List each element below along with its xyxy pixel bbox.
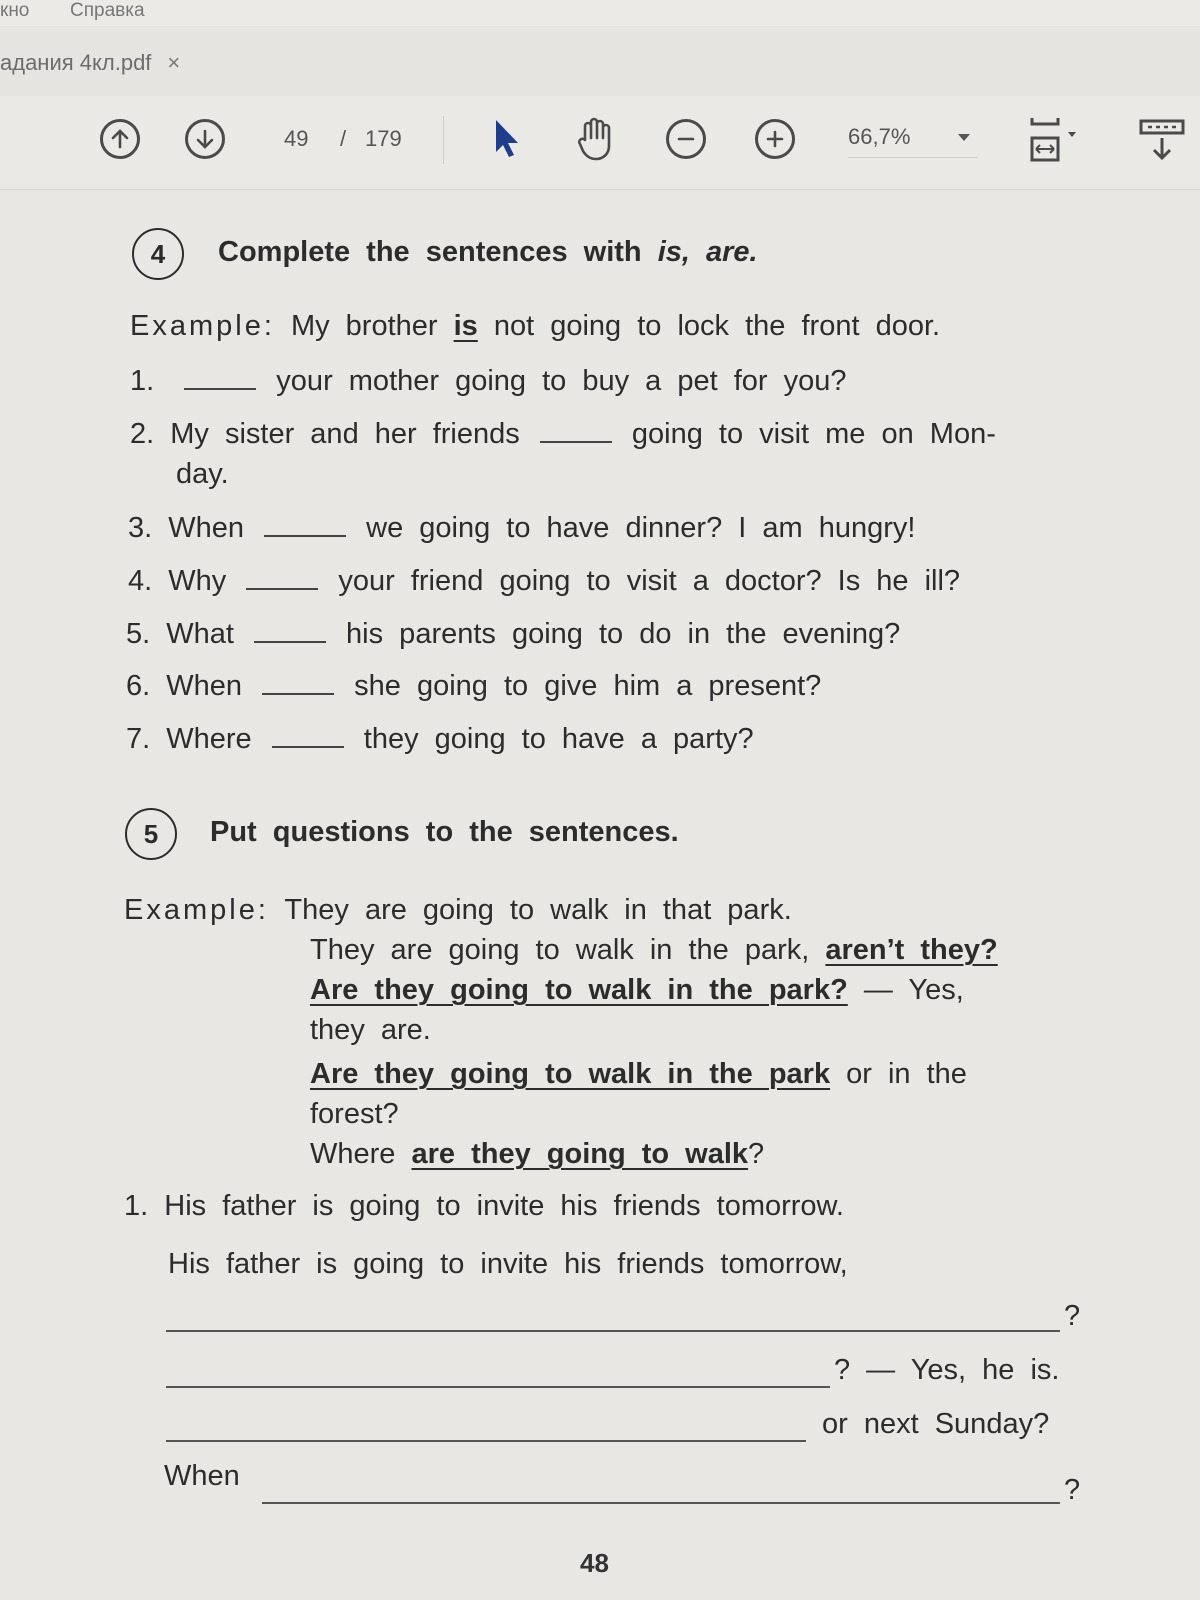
general-question (310, 974, 964, 1007)
current-page-input[interactable]: 49 (284, 126, 309, 151)
item-number: 7. (126, 723, 151, 755)
exercise-4-example (130, 310, 940, 343)
exercise-4-title (218, 236, 758, 269)
zoom-select[interactable] (848, 124, 978, 158)
tag-question-answer: aren’t they? (825, 934, 998, 966)
toolbar (0, 96, 1200, 190)
pdf-page (0, 190, 1200, 1600)
exercise-4-item (126, 670, 821, 703)
answer-line-start: When (164, 1460, 240, 1492)
exercise-4-item (128, 565, 960, 598)
answer-line-end: ? (1064, 1300, 1081, 1332)
fit-page-button[interactable] (1028, 114, 1084, 171)
page-separator: / (340, 126, 347, 151)
answer-blank[interactable] (184, 368, 256, 390)
plus-icon (764, 128, 786, 150)
item-number: 6. (126, 670, 151, 702)
general-question-tail: — Yes, (847, 974, 964, 1006)
item-number: 3. (128, 512, 153, 544)
exercise-4-item (126, 723, 754, 756)
zoom-in-button[interactable] (755, 119, 795, 159)
example-post: not going to lock the front door. (477, 310, 941, 342)
alternative-question-tail: or in the (830, 1058, 967, 1090)
item-number: 1. (124, 1190, 149, 1222)
example-answer: is (453, 310, 478, 342)
example-pre: My brother (274, 310, 454, 342)
zoom-value: 66,7% (848, 124, 911, 149)
answer-blank[interactable] (254, 621, 326, 643)
cursor-arrow-icon (492, 118, 522, 158)
answer-blank[interactable] (272, 726, 344, 748)
item-number: 5. (126, 618, 151, 650)
minus-icon (675, 128, 697, 150)
exercise-5-number: 5 (125, 808, 177, 860)
menu-item-window[interactable]: кно (0, 0, 30, 21)
general-question-text: Are they going to walk in the park? (310, 974, 848, 1006)
item-text: she going to give him a present? (338, 670, 822, 702)
hand-tool-button[interactable] (575, 116, 619, 167)
answer-blank[interactable] (264, 515, 346, 537)
item-text: we going to have dinner? I am hungry! (350, 512, 916, 544)
item-text: they going to have a party? (347, 723, 754, 755)
document-tab[interactable] (0, 40, 235, 86)
item-text: his parents going to do in the evening? (330, 618, 901, 650)
exercise-5-item (124, 1190, 844, 1223)
exercise-4-item (126, 618, 900, 651)
tab-bar (0, 26, 1200, 96)
chevron-down-icon (958, 134, 970, 141)
example-label: Example: (130, 310, 275, 342)
exercise-5-example (124, 894, 792, 927)
exercise-4-item-continuation: day. (176, 458, 229, 490)
item-number: 4. (128, 565, 153, 597)
item-text: Why (168, 565, 243, 597)
special-question-post: ? (748, 1138, 765, 1170)
example-sentence: They are going to walk in that park. (268, 894, 792, 926)
item-text: going to visit me on Mon- (615, 418, 996, 450)
exercise-4-item (128, 512, 915, 545)
example-label: Example: (124, 894, 269, 926)
item-text: When (168, 512, 261, 544)
general-question-answer: they are. (310, 1014, 431, 1046)
page-number: 48 (580, 1548, 609, 1578)
item-text: When (166, 670, 259, 702)
answer-line-end: ? (1064, 1474, 1081, 1506)
arrow-up-icon (109, 128, 131, 150)
item-number: 2. (130, 418, 155, 450)
download-icon (1138, 118, 1186, 164)
alternative-question-continuation: forest? (310, 1098, 399, 1130)
answer-blank[interactable] (246, 568, 318, 590)
answer-line[interactable] (166, 1386, 830, 1388)
menu-item-help[interactable]: Справка (70, 0, 145, 21)
alternative-question (310, 1058, 967, 1091)
toolbar-divider (443, 116, 444, 164)
item-text: My sister and her friends (170, 418, 536, 450)
item-text: your mother going to buy a pet for you? (260, 365, 847, 397)
answer-line[interactable] (262, 1502, 1060, 1504)
exercise-5-title: Put questions to the sentences. (210, 816, 679, 848)
scroll-mode-button[interactable] (1138, 118, 1186, 169)
hand-icon (575, 116, 619, 162)
item-text: What (166, 618, 250, 650)
exercise-4-title-words: is, are. (657, 236, 758, 268)
arrow-down-icon (194, 128, 216, 150)
answer-line[interactable] (166, 1330, 1060, 1332)
next-page-button[interactable] (185, 119, 225, 159)
item-text: His father is going to invite his friends tomorrow. (164, 1190, 844, 1222)
item-text: Where (166, 723, 268, 755)
exercise-4-item (130, 365, 847, 398)
answer-line[interactable] (166, 1440, 806, 1442)
zoom-out-button[interactable] (666, 119, 706, 159)
item-text: your friend going to visit a doctor? Is he ill? (322, 565, 961, 597)
special-question-pre: Where (310, 1138, 412, 1170)
tag-question (310, 934, 998, 967)
exercise-5-item-repeat: His father is going to invite his friends tomorrow, (168, 1248, 848, 1280)
exercise-4-number: 4 (132, 228, 184, 280)
menu-bar (0, 0, 1200, 26)
select-tool-button[interactable] (492, 118, 522, 163)
tag-question-text: They are going to walk in the park, (310, 934, 826, 966)
special-question (310, 1138, 764, 1171)
close-icon[interactable]: × (167, 50, 181, 75)
exercise-4-title-text: Complete the sentences with (218, 236, 658, 268)
tab-title: адания 4кл.pdf (0, 50, 152, 75)
exercise-4-item (130, 418, 996, 451)
answer-line-end: ? — Yes, he is. (834, 1354, 1060, 1386)
answer-blank[interactable] (262, 673, 334, 695)
fit-width-icon (1028, 114, 1084, 166)
alternative-question-text: Are they going to walk in the park (310, 1058, 831, 1090)
answer-blank[interactable] (540, 421, 612, 443)
answer-line-end: or next Sunday? (822, 1408, 1050, 1440)
item-number: 1. (130, 365, 155, 397)
total-pages: 179 (365, 126, 402, 151)
previous-page-button[interactable] (100, 119, 140, 159)
special-question-text: are they going to walk (411, 1138, 749, 1170)
